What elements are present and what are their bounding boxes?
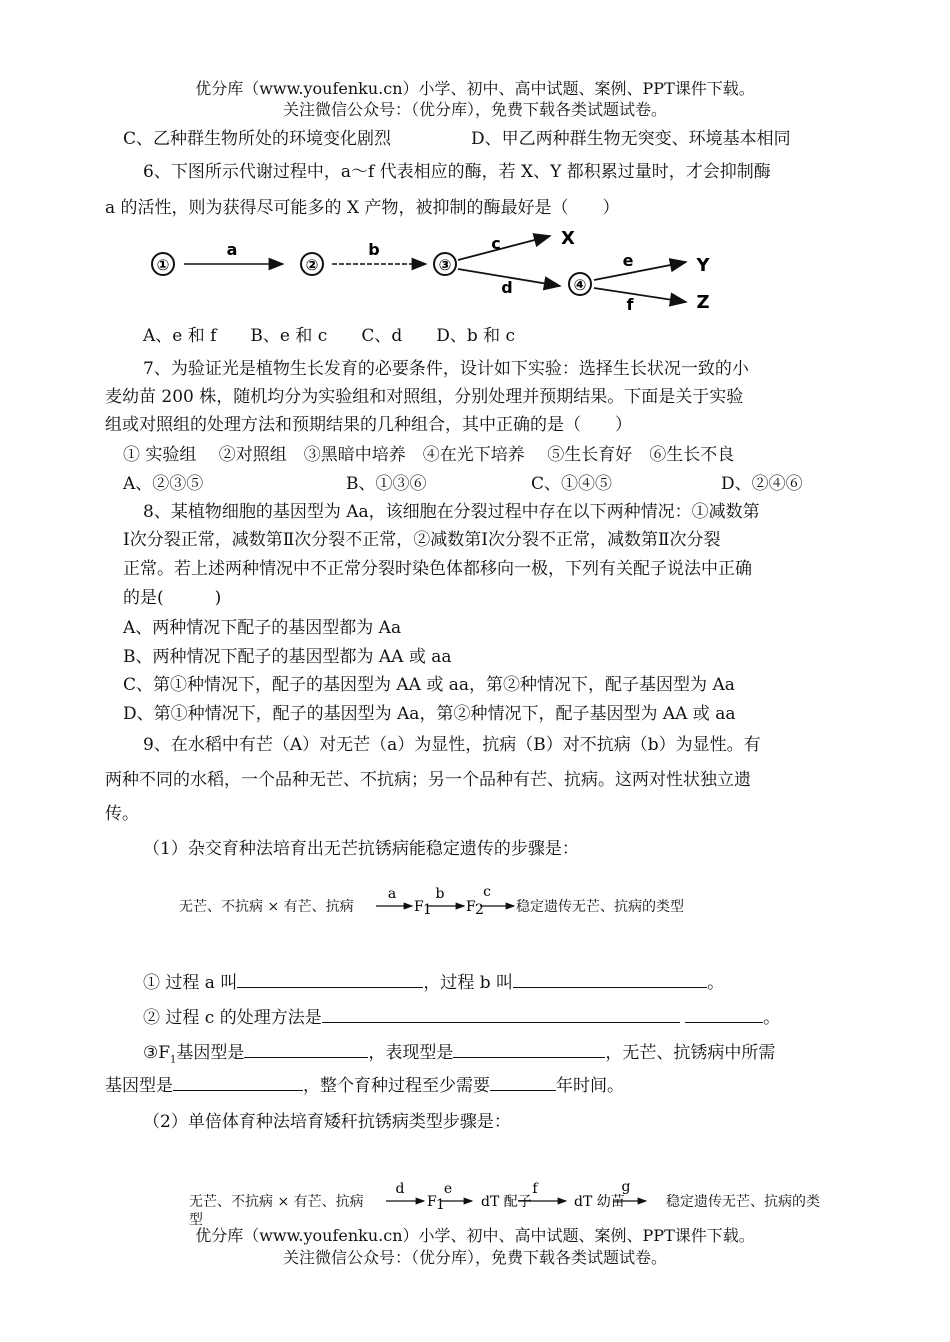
q9-step3-text-e: 基因型是	[105, 1076, 173, 1096]
q9-step3-text-g: 年时间。	[556, 1076, 624, 1096]
q7-stem-line-2: 麦幼苗 200 株，随机均分为实验组和对照组，分别处理并预期结果。下面是关于实验	[105, 387, 744, 407]
q5-option-d: D、甲乙两种群生物无突变、环境基本相同	[471, 129, 791, 149]
q9-step1-row	[143, 969, 724, 998]
enzyme-b-label: b	[368, 240, 380, 259]
flow1-f2-sub: 2	[475, 902, 484, 918]
node-3-label: ③	[438, 256, 452, 274]
flow2-start: 无芒、不抗病 × 有芒、抗病	[189, 1194, 364, 1210]
flow2-f1-letter: F	[427, 1194, 437, 1210]
header-line-1: 优分库（www.youfenku.cn）小学、初中、高中试题、案例、PPT课件下载。	[195, 79, 755, 98]
enzyme-c-label: c	[491, 234, 501, 253]
q9-stem-line-1: 9、在水稻中有芒（A）对无芒（a）为显性，抗病（B）对不抗病（b）为显性。有	[143, 735, 761, 755]
q9-step1-end: 。	[707, 973, 725, 993]
node-4-label: ④	[573, 276, 587, 294]
q8-stem-line-3: 正常。若上述两种情况中不正常分裂时染色体都移向一极，下列有关配子说法中正确	[123, 559, 752, 579]
q7-items: ① 实验组 ②对照组 ③黑暗中培养 ④在光下培养 ⑤生长育好 ⑥生长不良	[123, 445, 735, 465]
q7-option-d: D、②④⑥	[721, 474, 803, 494]
metabolic-pathway-diagram	[140, 222, 740, 314]
q9-step3-row	[143, 1039, 775, 1074]
arrow-e	[594, 262, 686, 280]
flow1-f1-sub: 1	[423, 902, 432, 918]
q8-stem-line-1: 8、某植物细胞的基因型为 Aa，该细胞在分裂过程中存在以下两种情况：①减数第	[143, 502, 760, 522]
q9-step3-text-b: 基因型是	[176, 1043, 245, 1063]
q9-step1-text-b: ，过程 b 叫	[423, 973, 514, 993]
f1-genotype-blank[interactable]	[244, 1039, 368, 1058]
q8-option-a: A、两种情况下配子的基因型都为 Aa	[123, 618, 402, 638]
flow2-f1-sub: 1	[436, 1197, 445, 1213]
q8-stem-line-4: 的是( )	[123, 588, 222, 608]
flow1-end: 稳定遗传无芒、抗病的类型	[516, 899, 684, 915]
q9-step3-text-c: ，表现型是	[368, 1043, 454, 1063]
q9-part1-heading: （1）杂交育种法培育出无芒抗锈病能稳定遗传的步骤是：	[143, 839, 579, 859]
flow1-label-c: c	[483, 884, 491, 900]
q7-option-a: A、②③⑤	[123, 474, 204, 494]
flow2-end: 稳定遗传无芒、抗病的类	[666, 1194, 820, 1210]
flow2-label-g: g	[621, 1179, 631, 1195]
q6-options: A、e 和 f B、e 和 c C、d D、b 和 c	[143, 326, 516, 346]
q9-step3-text-f: ，整个育种过程至少需要	[303, 1076, 490, 1096]
flow1-arrows	[370, 882, 520, 918]
product-y-label: Y	[696, 255, 710, 276]
q9-step3-row-2	[105, 1072, 624, 1101]
header-line-2: 关注微信公众号：（优分库），免费下载各类试题试卷。	[282, 100, 667, 119]
q9-step1-text-a: ① 过程 a 叫	[143, 973, 238, 993]
node-1-label: ①	[156, 256, 170, 274]
flow2-label-e: e	[443, 1181, 453, 1197]
q9-step3-text-d: ，无芒、抗锈病中所需	[605, 1043, 776, 1063]
q9-step3-f-sub: 1	[170, 1054, 177, 1066]
years-blank[interactable]	[490, 1072, 556, 1091]
flow2-label-d: d	[395, 1181, 405, 1197]
node-2-label: ②	[305, 256, 319, 274]
flow1-f2-letter: F	[466, 899, 476, 915]
flow1-label-a: a	[387, 886, 397, 902]
q7-stem-line-1: 7、为验证光是植物生长发育的必要条件，设计如下实验：选择生长状况一致的小	[143, 359, 749, 379]
q6-stem-line-2: a 的活性，则为获得尽可能多的 X 产物，被抑制的酶最好是（ ）	[105, 198, 620, 218]
flow2-arrows	[382, 1176, 662, 1214]
q7-option-b: B、①③⑥	[346, 474, 427, 494]
process-b-blank[interactable]	[513, 969, 707, 988]
process-c-blank-2[interactable]	[685, 1004, 763, 1023]
q9-stem-line-3: 传。	[105, 804, 139, 824]
product-z-label: Z	[696, 292, 710, 313]
flow2-gamete: dT 配子	[481, 1194, 532, 1210]
q7-option-c: C、①④⑤	[531, 474, 613, 494]
flow1-start: 无芒、不抗病 × 有芒、抗病	[179, 899, 354, 915]
q9-part2-heading: （2）单倍体育种法培育矮秆抗锈病类型步骤是：	[143, 1112, 511, 1132]
enzyme-e-label: e	[622, 251, 634, 270]
flow2-end-wrap: 型	[189, 1212, 203, 1228]
flow2-seedling: dT 幼苗	[574, 1194, 625, 1210]
enzyme-a-label: a	[226, 240, 238, 259]
q9-step2-row	[143, 1004, 780, 1033]
enzyme-f-label: f	[626, 295, 634, 314]
footer-line-2: 关注微信公众号：（优分库），免费下载各类试题试卷。	[282, 1248, 667, 1267]
q9-stem-line-2: 两种不同的水稻，一个品种无芒、不抗病；另一个品种有芒、抗病。这两对性状独立遗	[105, 770, 751, 790]
flow1-label-b: b	[435, 886, 445, 902]
q8-stem-line-2: Ⅰ次分裂正常，减数第Ⅱ次分裂不正常，②减数第Ⅰ次分裂不正常，减数第Ⅱ次分裂	[123, 530, 721, 550]
target-genotype-blank[interactable]	[173, 1072, 303, 1091]
footer-line-1: 优分库（www.youfenku.cn）小学、初中、高中试题、案例、PPT课件下载。	[195, 1226, 755, 1245]
flow1-f1-letter: F	[414, 899, 424, 915]
q9-step3-f: ③F	[143, 1043, 171, 1063]
enzyme-d-label: d	[501, 278, 513, 297]
process-a-blank[interactable]	[237, 969, 423, 988]
f1-phenotype-blank[interactable]	[453, 1039, 605, 1058]
q6-stem-line-1: 6、下图所示代谢过程中，a～f 代表相应的酶，若 X、Y 都积累过量时，才会抑制酶	[143, 162, 771, 182]
q7-stem-line-3: 组或对照组的处理方法和预期结果的几种组合，其中正确的是（ ）	[105, 415, 632, 435]
q5-option-c: C、乙种群生物所处的环境变化剧烈	[123, 129, 392, 149]
q8-option-c: C、第①种情况下，配子的基因型为 AA 或 aa，第②种情况下，配子基因型为 Aa	[123, 675, 735, 695]
flow2-label-f: f	[532, 1181, 538, 1197]
q9-step2-text: ② 过程 c 的处理方法是	[143, 1008, 322, 1028]
product-x-label: X	[561, 228, 575, 249]
arrow-f	[594, 288, 686, 302]
q9-step2-end: 。	[763, 1008, 781, 1028]
process-c-blank[interactable]	[322, 1004, 680, 1023]
q8-option-b: B、两种情况下配子的基因型都为 AA 或 aa	[123, 647, 452, 667]
arrow-c	[458, 236, 550, 260]
q8-option-d: D、第①种情况下，配子的基因型为 Aa，第②种情况下，配子基因型为 AA 或 aa	[123, 704, 736, 724]
